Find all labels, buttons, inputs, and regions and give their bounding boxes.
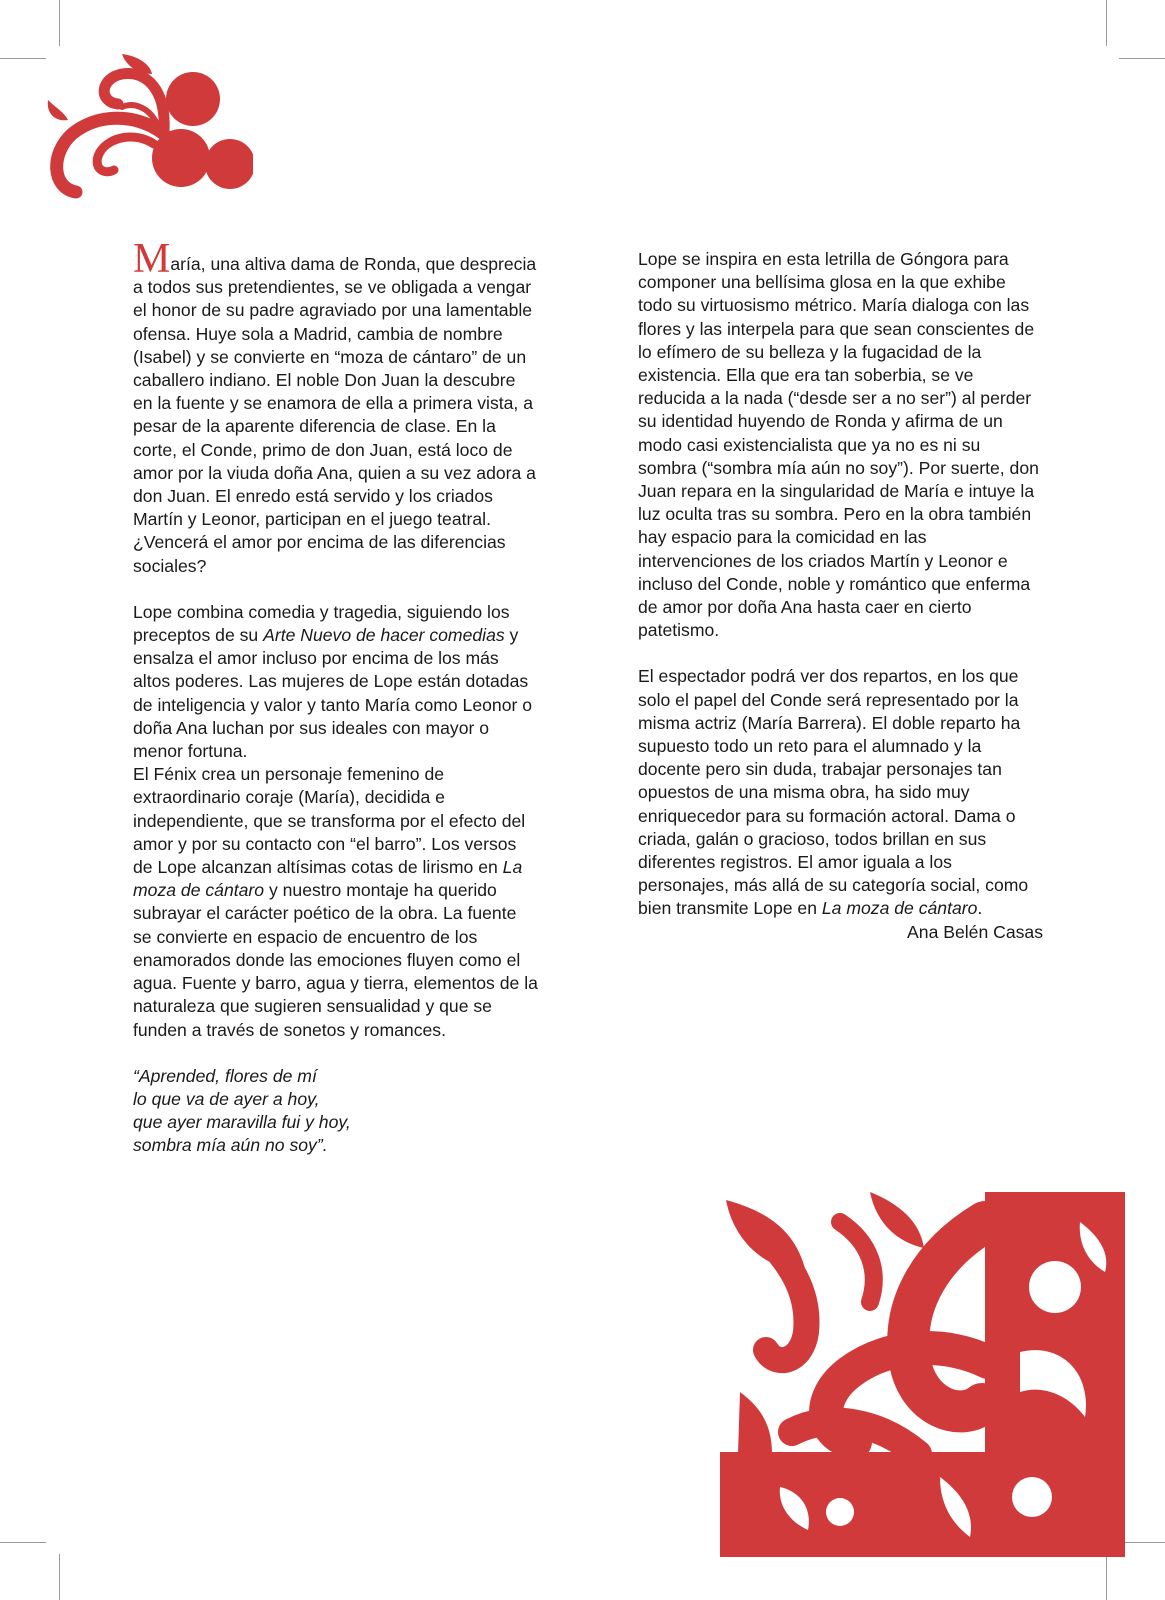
crop-mark [0,1542,46,1543]
crop-mark [59,1554,60,1600]
crop-mark [1119,58,1165,59]
crop-mark [59,0,60,46]
drop-cap: M [133,236,171,282]
article-column-left [133,236,538,1158]
author-signature: Ana Belén Casas [907,921,1043,942]
body-paragraph: Lope se inspira en esta letrilla de Góngora para componer una bellísima glosa en la que exhibe todo su virtuosismo métrico. María dialoga con las flores y las interpela para que sean conscientes de lo efímero de su belleza y la fugacidad de la existencia. Ella que era tan soberbia, se ve reducida a la nada (“desde ser a no ser”) al perder su identidad huyendo de Ronda y afirma de un modo casi existencialista que ya no es ni su sombra (“sombra mía aún no soy”). Por suerte, don Juan repara en la singularidad de María e intuye la luz oculta tras su sombra. Pero en la obra también hay espacio para la comicidad en las intervenciones de los criados Martín y Leonor e incluso del Conde, noble y romántico que enferma de amor por doña Ana hasta caer en cierto patetismo. [638,249,1039,641]
crop-mark [1119,1542,1165,1543]
body-paragraph: El espectador podrá ver dos repartos, en los que solo el papel del Conde será representado por la misma actriz (María Barrera). El doble reparto ha supuesto todo un reto para el alumnado y la docente pero sin duda, trabajar personajes tan opuestos de una misma obra, ha sido muy enriquecedor para su formación actoral. Dama o criada, galán o gracioso, todos brillan en sus diferentes registros. El amor iguala a los personajes, más allá de su categoría social, como bien transmite Lope en La moza de cántaro. [638,666,1029,919]
crop-mark [1106,1554,1107,1600]
article-column-right [638,248,1043,944]
verse-quote: “Aprended, flores de mí lo que va de ayer a hoy, que ayer maravilla fui y hoy, sombra mía aún no soy”. [133,1065,351,1156]
red-arabesque-ornament-icon [720,1192,1125,1557]
body-paragraph: El Fénix crea un personaje femenino de extraordinario coraje (María), decidida e independiente, que se transforma por el efecto del amor y por su contacto con “el barro”. Los versos de Lope alcanzan altísimas cotas de lirismo en La moza de cántaro y nuestro montaje ha querido subrayar el carácter poético de la obra. La fuente se convierte en espacio de encuentro de los enamorados donde las emociones fluyen como el agua. Fuente y barro, agua y tierra, elementos de la naturaleza que sugieren sensualidad y que se funden a través de sonetos y romances. [133,764,538,1040]
intro-paragraph: María, una altiva dama de Ronda, que desprecia a todos sus pretendientes, se ve obligada a vengar el honor de su padre agraviado por una lamentable ofensa. Huye sola a Madrid, cambia de nombre (Isabel) y se convierte en “moza de cántaro” de un caballero indiano. El noble Don Juan la descubre en la fuente y se enamora de ella a primera vista, a pesar de la aparente diferencia de clase. En la corte, el Conde, primo de don Juan, está loco de amor por la viuda doña Ana, quien a su vez adora a don Juan. El enredo está servido y los criados Martín y Leonor, participan en el juego teatral. ¿Vencerá el amor por encima de las diferencias sociales? [133,236,537,576]
crop-mark [1106,0,1107,46]
red-floral-ornament-icon [38,52,253,202]
body-paragraph: Lope combina comedia y tragedia, siguiendo los preceptos de su Arte Nuevo de hacer comedias y ensalza el amor incluso por encima de los más altos poderes. Las mujeres de Lope están dotadas de inteligencia y valor y tanto María como Leonor o doña Ana luchan por sus ideales con mayor o menor fortuna. [133,601,533,762]
